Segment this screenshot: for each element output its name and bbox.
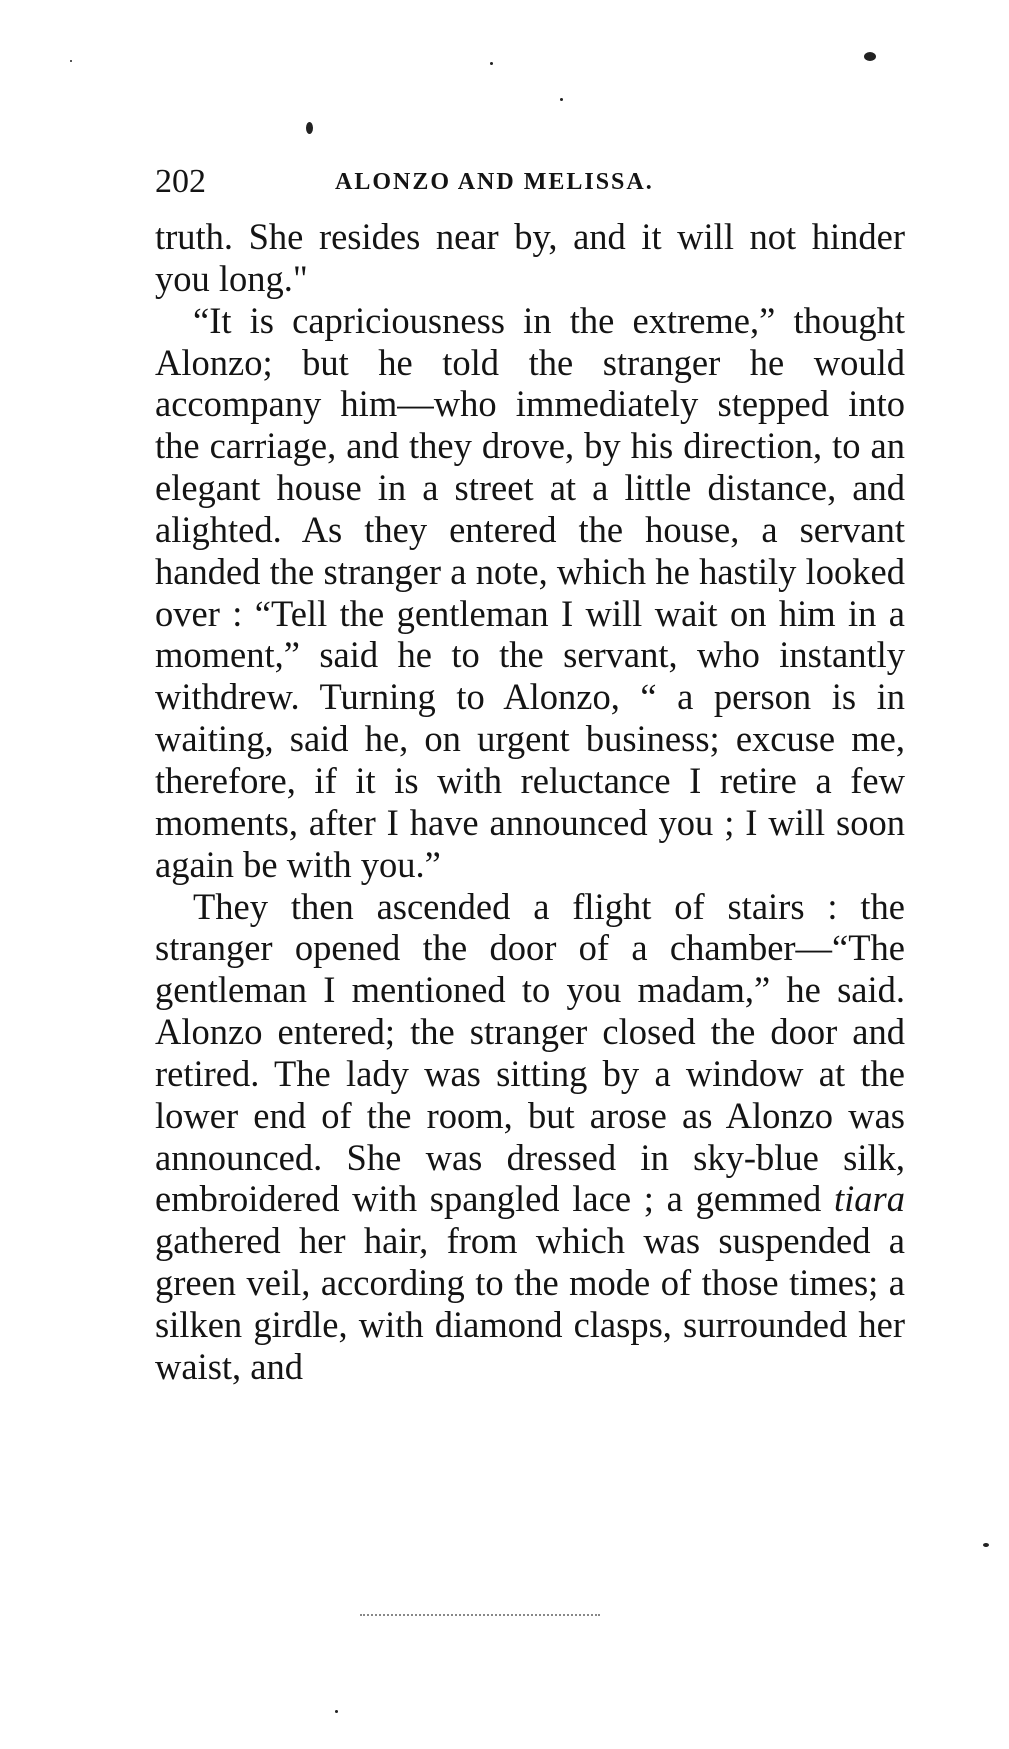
ink-speck xyxy=(306,122,313,134)
page-number: 202 xyxy=(155,163,206,200)
paragraph-text: They then ascended a flight of stairs : the stranger opened the door of a chamber—“The gentleman I mentioned to you madam,” he said. Alonzo entered; the stranger closed the door and retired. The lady was sitting by a window at the lower end of the room, but arose as Alonzo was announced. She was dressed in sky-blue silk, embroidered with spangled lace ; a gemmed xyxy=(155,885,905,1220)
running-head: ALONZO AND MELISSA. xyxy=(335,169,654,195)
ink-speck xyxy=(335,1710,338,1713)
paragraph-continued: truth. She resides near by, and it will not hinder you long." xyxy=(155,216,905,299)
paragraph: “It is capriciousness in the extreme,” thought Alonzo; but he told the stranger he would accompany him—who immediately stepped into the carriage, and they drove, by his direction, to an elegant house in a street at a little distance, and alighted. As they entered the house, a servant handed the stranger a note, which he hastily looked over : “Tell the gentleman I will wait on him in a moment,” said he to the servant, who instantly withdrew. Turning to Alonzo, “ a person is in waiting, said he, on urgent business; excuse me, therefore, if it is with reluctance I retire a few moments, after I have announced you ; I will soon again be with you.” xyxy=(155,299,905,885)
ink-speck xyxy=(983,1543,989,1547)
ink-speck xyxy=(70,60,72,62)
page-header xyxy=(155,160,905,204)
ink-speck xyxy=(864,52,876,61)
smudge-rule xyxy=(360,1614,600,1616)
paragraph-text: gathered her hair, from which was suspended a green veil, according to the mode of those times; a silken girdle, with diamond clasps, surrounded her waist, and xyxy=(155,1220,905,1387)
paragraph xyxy=(155,886,905,1388)
ink-speck xyxy=(560,98,563,101)
ink-speck xyxy=(490,62,493,65)
body-text xyxy=(155,216,905,1388)
italic-word: tiara xyxy=(834,1178,905,1220)
